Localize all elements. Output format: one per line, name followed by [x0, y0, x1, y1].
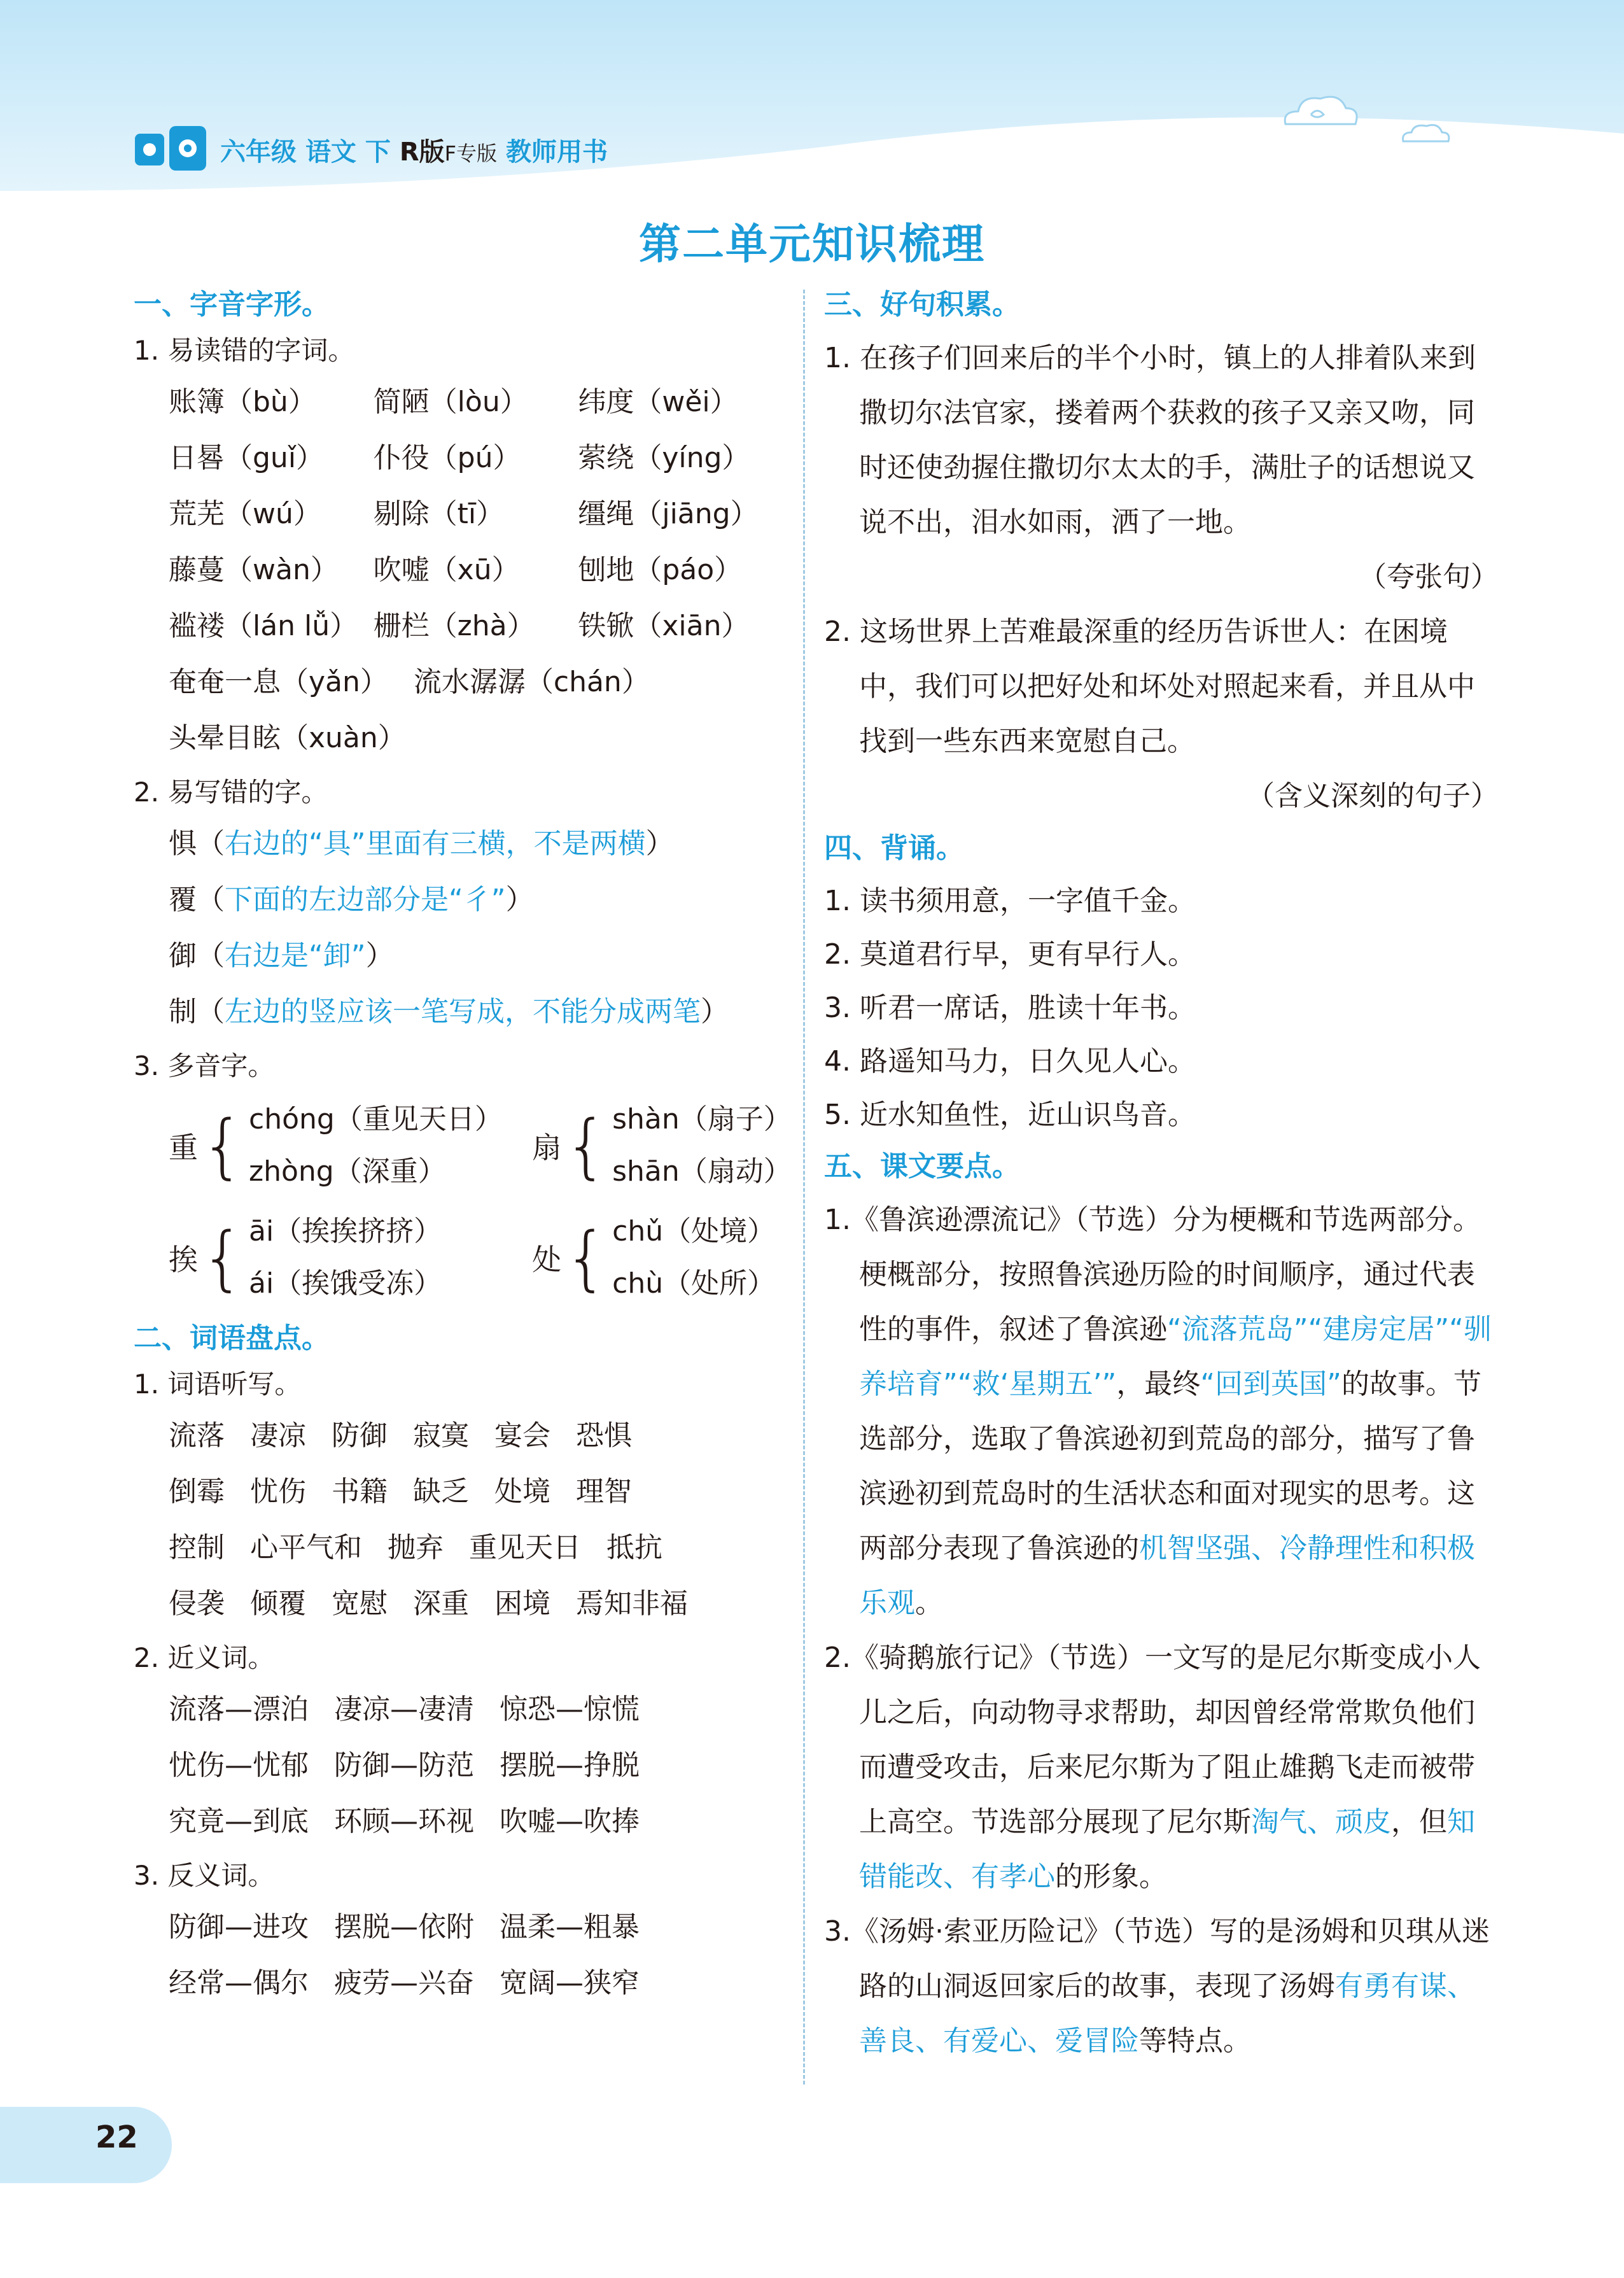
word: 重见天日 — [469, 1531, 581, 1564]
brace-icon: { — [200, 1217, 245, 1298]
antonym-pair: 摆脱—依附 — [334, 1911, 474, 1943]
polyphone-reading: chóng（重见天日） — [249, 1103, 503, 1135]
polyphone — [532, 1093, 792, 1198]
pron-item: 栅栏（zhà） — [373, 610, 535, 642]
write-item: 覆（下面的左边部分是“彳”） — [169, 883, 534, 916]
pron-item: 简陋（lòu） — [373, 386, 528, 418]
brace-icon: { — [200, 1105, 245, 1186]
page-number-background — [0, 2094, 178, 2196]
synonym-row — [134, 1738, 783, 1794]
pron-item: 藤蔓（wàn） — [169, 554, 339, 586]
pron-item: 荒芜（wú） — [169, 498, 321, 530]
antonym-pair: 温柔—粗暴 — [500, 1911, 640, 1943]
keypoint-answer: “回到英国” — [1200, 1368, 1341, 1400]
left-column — [134, 280, 792, 2011]
pron-item: 缰绳（jiāng） — [578, 498, 759, 530]
word-row — [134, 1520, 783, 1576]
polyphone-char: 重 — [169, 1130, 198, 1165]
write-item: 制（左边的竖应该一笔写成，不能分成两笔） — [169, 995, 729, 1028]
polyphone-reading: chǔ（处境） — [612, 1215, 776, 1248]
sentence-item — [824, 331, 1499, 605]
cloud-icon — [1400, 121, 1451, 146]
write-char: 御 — [169, 939, 197, 972]
synonym-pair: 环顾—环视 — [334, 1805, 474, 1838]
write-note: 右边的“具”里面有三横，不是两横 — [225, 827, 646, 860]
synonym-row — [134, 1794, 783, 1850]
polyphone-char: 挨 — [169, 1242, 198, 1277]
synonym-pair: 凄凉—凄清 — [334, 1693, 474, 1726]
word: 理智 — [576, 1475, 632, 1508]
word-row — [134, 1408, 783, 1464]
recite-item: 2. 莫道君行早，更有早行人。 — [824, 938, 1196, 971]
pron-item: 刨地（páo） — [578, 554, 743, 586]
word: 防御 — [332, 1419, 388, 1452]
pron-item: 流水潺潺（chán） — [413, 666, 650, 698]
write-note: 左边的竖应该一笔写成，不能分成两笔 — [225, 995, 701, 1028]
synonym-pair: 忧伤—忧郁 — [169, 1749, 309, 1782]
pron-row — [134, 598, 783, 654]
polyphone-row — [134, 1202, 783, 1314]
polyphone-reading: chù（处所） — [612, 1267, 776, 1300]
pron-row — [134, 654, 783, 710]
pron-item: 头晕目眩（xuàn） — [169, 722, 406, 754]
header-special: F专版 — [444, 141, 498, 165]
keypoint-text: 2.《骑鹅旅行记》（节选）一文写的是尼尔斯变成小人儿之后，向动物寻求帮助，却因曾经常常欺负他们而遭受攻击，后来尼尔斯为了阻止雄鹅飞走而被带上高空。节选部分展现了尼尔斯 — [824, 1642, 1481, 1838]
pron-row — [134, 710, 783, 766]
section-heading: 四、背诵。 — [824, 832, 964, 864]
word: 焉知非福 — [576, 1587, 688, 1620]
header-background — [0, 0, 1624, 210]
recite-item: 5. 近水知鱼性，近山识鸟音。 — [824, 1099, 1196, 1131]
subheading: 3. 反义词。 — [134, 1860, 275, 1891]
synonym-pair: 摆脱—挣脱 — [500, 1749, 640, 1782]
section-heading: 五、课文要点。 — [824, 1150, 1020, 1183]
pron-item: 吹嘘（xū） — [373, 554, 520, 586]
keypoint-answer: 有勇有谋、善良、有爱心、爱冒险 — [859, 1970, 1475, 2057]
antonym-pair: 疲劳—兴奋 — [334, 1967, 474, 1999]
synonym-pair: 吹嘘—吹捧 — [500, 1805, 640, 1838]
write-char: 制 — [169, 995, 197, 1028]
section-heading: 二、词语盘点。 — [134, 1322, 330, 1354]
word: 流落 — [169, 1419, 225, 1452]
keypoint-text: 的形象。 — [1055, 1860, 1167, 1893]
synonym-pair: 防御—防范 — [334, 1749, 474, 1782]
recite-item: 1. 读书须用意，一字值千金。 — [824, 885, 1196, 917]
word: 寂寞 — [413, 1419, 469, 1452]
word: 抵抗 — [606, 1531, 662, 1564]
polyphone-reading: shàn（扇子） — [612, 1103, 792, 1135]
write-item: 御（右边是“卸”） — [169, 939, 394, 972]
header-grade: 六年级 — [220, 137, 297, 167]
pron-item: 奄奄一息（yǎn） — [169, 666, 388, 698]
keypoint-text: 等特点。 — [1139, 2025, 1251, 2057]
keypoint-answer: 淘气、顽皮 — [1251, 1806, 1391, 1838]
synonym-pair: 流落—漂泊 — [169, 1693, 309, 1726]
keypoint-text: ，最终 — [1116, 1368, 1201, 1400]
word: 缺乏 — [413, 1475, 469, 1508]
page-title: 第二单元知识梳理 — [639, 220, 985, 269]
keypoint-item — [824, 1631, 1499, 1904]
word: 宽慰 — [332, 1587, 388, 1620]
pron-row — [134, 430, 783, 486]
pron-item: 剔除（tī） — [373, 498, 505, 530]
cloud-icon — [1279, 89, 1362, 134]
sentence-tag: （夸张句） — [1359, 561, 1499, 593]
subheading: 1. 易读错的字词。 — [134, 335, 355, 366]
recite-item: 3. 听君一席话，胜读十年书。 — [824, 992, 1196, 1024]
write-char: 惧 — [169, 827, 197, 860]
write-item: 惧（右边的“具”里面有三横，不是两横） — [169, 827, 674, 860]
right-column — [824, 280, 1499, 2069]
dianzhong-logo — [132, 121, 209, 178]
antonym-row — [134, 1899, 783, 1955]
word: 恐惧 — [576, 1419, 632, 1452]
sentence-tag: （含义深刻的句子） — [1247, 780, 1499, 812]
word: 深重 — [413, 1587, 469, 1620]
word: 书籍 — [332, 1475, 388, 1508]
pron-item: 萦绕（yíng） — [578, 442, 750, 474]
header-text — [220, 132, 608, 168]
word: 忧伤 — [250, 1475, 306, 1508]
polyphone — [134, 1206, 532, 1310]
sentence-text: 1. 在孩子们回来后的半个小时，镇上的人排着队来到撒切尔法官家，搂着两个获救的孩子又亲又吻，同时还使劲握住撒切尔太太的手，满肚子的话想说又说不出，泪水如雨，洒了一地。 — [824, 342, 1476, 538]
word: 心平气和 — [250, 1531, 362, 1564]
word: 倒霉 — [169, 1475, 225, 1508]
word: 处境 — [494, 1475, 550, 1508]
synonym-pair: 惊恐—惊慌 — [500, 1693, 640, 1726]
header-term: 下 — [365, 137, 391, 167]
polyphone-reading: āi（挨挨挤挤） — [249, 1215, 442, 1248]
brace-icon: { — [564, 1105, 609, 1186]
pron-item: 纬度（wěi） — [578, 386, 738, 418]
keypoint-answer: 知错能改、有孝心 — [859, 1806, 1475, 1893]
synonym-row — [134, 1682, 783, 1738]
pron-item: 仆役（pú） — [373, 442, 521, 474]
page-number: 22 — [95, 2120, 138, 2155]
header-book-type: 教师用书 — [505, 137, 608, 167]
word: 困境 — [494, 1587, 550, 1620]
keypoint-text: 3.《汤姆·索亚历险记》（节选）写的是汤姆和贝琪从迷路的山洞返回家后的故事，表现了汤姆 — [824, 1915, 1490, 2002]
keypoint-text: ，但 — [1391, 1806, 1447, 1838]
subheading: 2. 易写错的字。 — [134, 777, 328, 808]
pron-row — [134, 486, 783, 542]
subheading: 2. 近义词。 — [134, 1642, 275, 1673]
polyphone-char: 处 — [532, 1242, 562, 1277]
subheading: 3. 多音字。 — [134, 1050, 275, 1081]
antonym-pair: 防御—进攻 — [169, 1911, 309, 1943]
section-heading: 三、好句积累。 — [824, 288, 1020, 321]
polyphone-row — [134, 1090, 792, 1202]
pron-row — [134, 542, 783, 598]
write-note: 下面的左边部分是“彳” — [225, 883, 506, 916]
brace-icon: { — [564, 1217, 609, 1298]
keypoint-item — [824, 1193, 1499, 1631]
recite-item: 4. 路遥知马力，日久见人心。 — [824, 1045, 1196, 1078]
keypoint-text: 的故事。节选部分，选取了鲁滨逊初到荒岛的部分，描写了鲁滨逊初到荒岛时的生活状态和面对现实的思考。这两部分表现了鲁滨逊的 — [859, 1368, 1481, 1564]
keypoint-text: 。 — [915, 1587, 943, 1619]
subheading: 1. 词语听写。 — [134, 1368, 302, 1400]
antonym-pair: 宽阔—狭窄 — [500, 1967, 640, 1999]
header-brand — [132, 121, 608, 178]
synonym-pair: 究竟—到底 — [169, 1805, 309, 1838]
word: 宴会 — [494, 1419, 550, 1452]
word: 控制 — [169, 1531, 225, 1564]
write-note: 右边是“卸” — [225, 939, 366, 972]
polyphone-reading: shān（扇动） — [612, 1155, 792, 1188]
word: 倾覆 — [250, 1587, 306, 1620]
polyphone-char: 扇 — [532, 1130, 562, 1165]
sentence-text: 2. 这场世界上苦难最深重的经历告诉世人：在困境中，我们可以把好处和坏处对照起来看，并且从中找到一些东西来宽慰自己。 — [824, 615, 1475, 757]
word: 侵袭 — [169, 1587, 225, 1620]
polyphone-reading: zhòng（深重） — [249, 1155, 446, 1188]
keypoint-answer: 机智坚强、冷静理性和积极乐观 — [859, 1532, 1475, 1619]
write-char: 覆 — [169, 883, 197, 916]
pron-item: 褴褛（lán lǚ） — [169, 610, 358, 642]
polyphone-reading: ái（挨饿受冻） — [249, 1267, 442, 1300]
word-row — [134, 1576, 783, 1632]
keypoint-answer: “流落荒岛”“建房定居”“驯养培育”“救‘星期五’” — [859, 1313, 1492, 1400]
pron-row — [134, 374, 783, 430]
header-edition: R版 — [399, 137, 445, 167]
header-subject: 语文 — [305, 137, 356, 167]
pron-item: 铁锨（xiān） — [578, 610, 750, 642]
keypoint-item — [824, 1904, 1499, 2069]
column-divider — [803, 290, 805, 2085]
sentence-item — [824, 605, 1499, 824]
polyphone — [532, 1206, 783, 1310]
pron-item: 日晷（guǐ） — [169, 442, 325, 474]
antonym-row — [134, 1955, 783, 2011]
antonym-pair: 经常—偶尔 — [169, 1967, 309, 1999]
polyphone — [134, 1093, 532, 1198]
word-row — [134, 1464, 783, 1520]
pron-item: 账簿（bù） — [169, 386, 316, 418]
keypoint-text: 1.《鲁滨逊漂流记》（节选）分为梗概和节选两部分。梗概部分，按照鲁滨逊历险的时间顺序，通过代表性的事件，叙述了鲁滨逊 — [824, 1204, 1481, 1346]
section-heading: 一、字音字形。 — [134, 288, 330, 321]
word: 凄凉 — [250, 1419, 306, 1452]
word: 抛弃 — [388, 1531, 444, 1564]
